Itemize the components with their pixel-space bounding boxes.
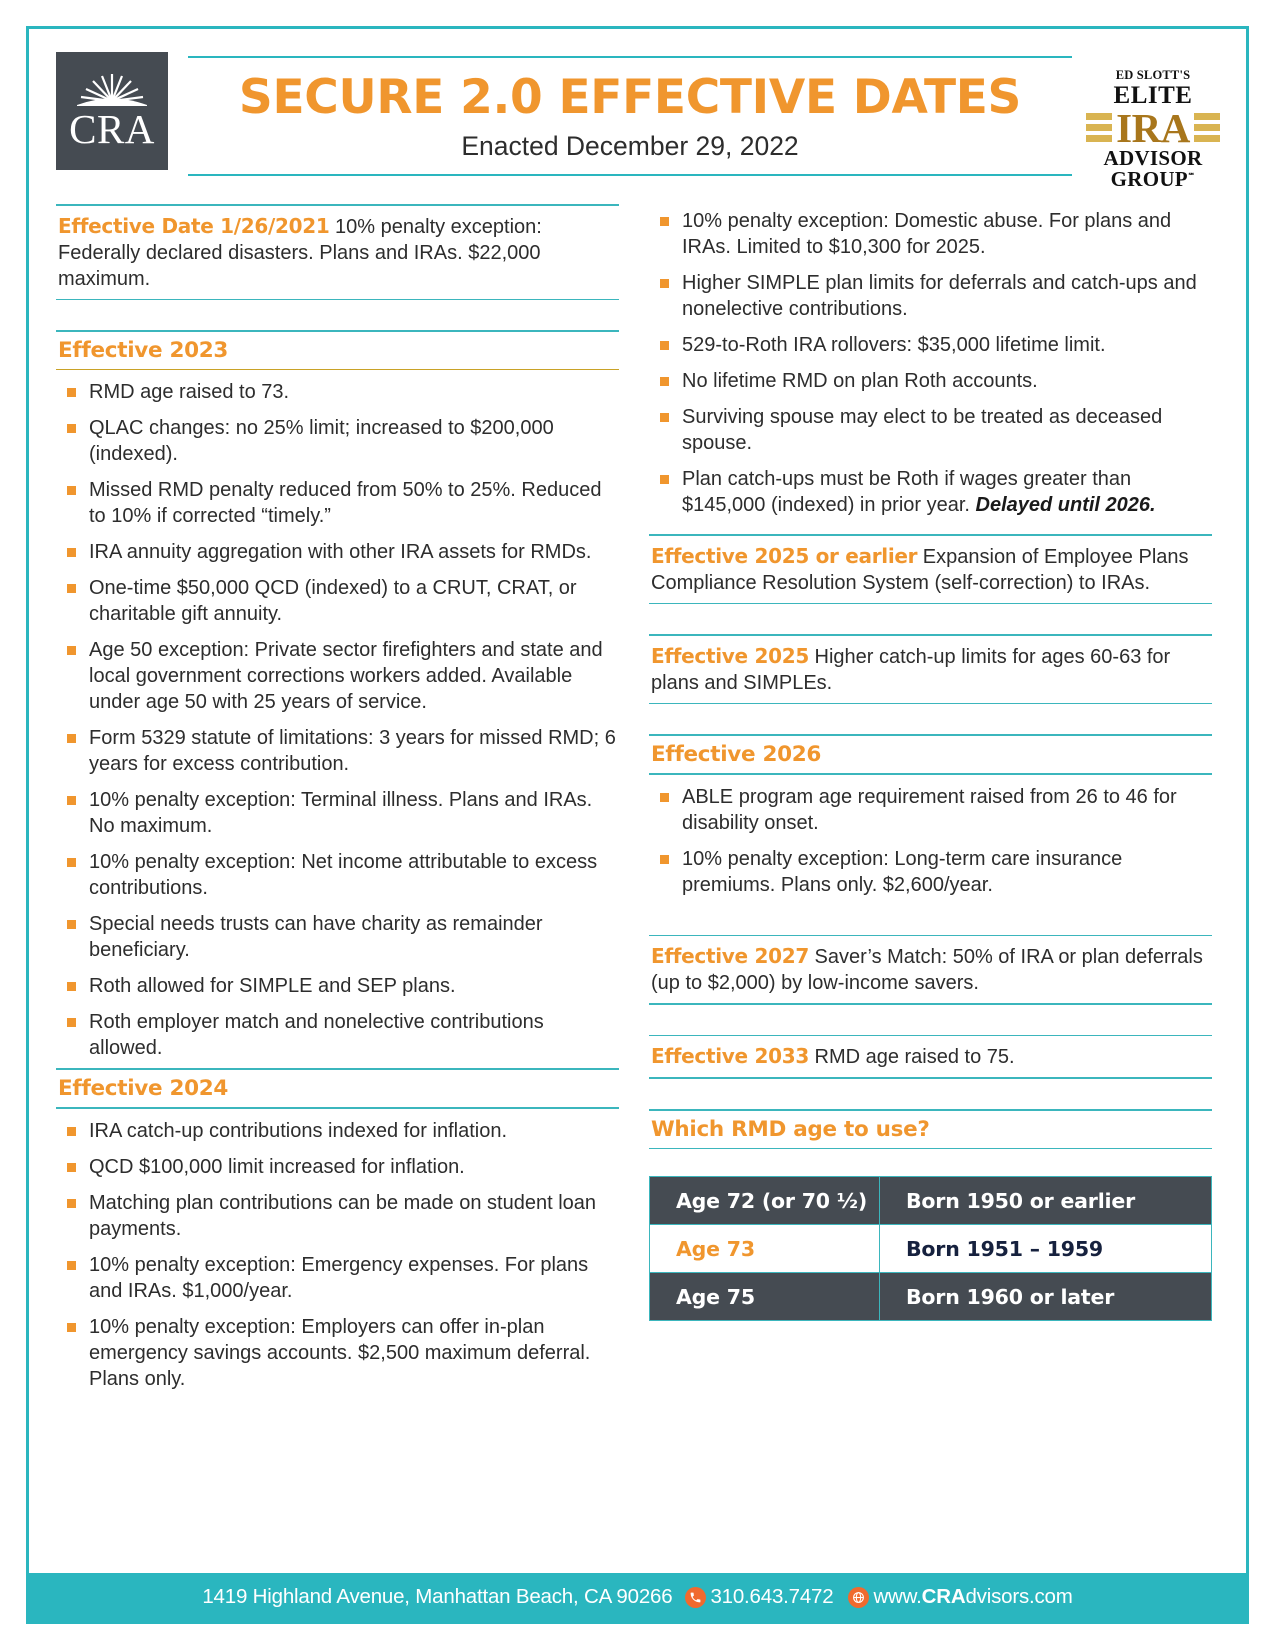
header-title-area bbox=[188, 52, 1072, 176]
block-2033-text: RMD age raised to 75. bbox=[808, 1046, 1015, 1069]
list-2024 bbox=[56, 1109, 619, 1399]
list-item: QLAC changes: no 25% limit; increased to $200,000 (indexed). bbox=[58, 415, 619, 467]
table-row bbox=[650, 1225, 1212, 1273]
block-2033 bbox=[649, 1036, 1212, 1077]
spacer bbox=[649, 604, 1212, 634]
globe-icon bbox=[848, 1587, 869, 1608]
table-row bbox=[650, 1177, 1212, 1225]
spacer bbox=[56, 300, 619, 330]
left-column bbox=[56, 204, 619, 1488]
table-cell-born: Born 1960 or later bbox=[880, 1273, 1212, 1321]
footer-web-prefix: www. bbox=[873, 1585, 922, 1608]
list-item: 10% penalty exception: Employers can offer in-plan emergency savings accounts. $2,500 maximum deferral. Plans only. bbox=[58, 1314, 619, 1392]
ira-bars-left-icon bbox=[1086, 113, 1112, 142]
table-cell-born: Born 1950 or earlier bbox=[880, 1177, 1212, 1225]
list-2024-continued bbox=[649, 204, 1212, 525]
page-subtitle: Enacted December 29, 2022 bbox=[461, 130, 799, 161]
ira-logo-line5-text: GROUP bbox=[1110, 167, 1188, 192]
block-2021-lead: Effective Date 1/26/2021 bbox=[58, 213, 330, 238]
list-item: Roth employer match and nonelective contributions allowed. bbox=[58, 1009, 619, 1061]
list-item-catchup bbox=[651, 466, 1212, 518]
ira-advisor-group-logo bbox=[1090, 52, 1216, 190]
list-item: IRA catch-up contributions indexed for inflation. bbox=[58, 1118, 619, 1144]
footer-phone[interactable]: 310.643.7472 bbox=[710, 1585, 834, 1608]
list-item: Special needs trusts can have charity as remainder beneficiary. bbox=[58, 911, 619, 963]
block-2025-text: Higher catch-up limits for ages 60-63 for plans and SIMPLEs. bbox=[651, 645, 1171, 694]
ira-logo-line4: ADVISOR bbox=[1103, 146, 1203, 171]
list-item: Missed RMD penalty reduced from 50% to 25%. Reduced to 10% if corrected “timely.” bbox=[58, 477, 619, 529]
block-2027-text: Saver’s Match: 50% of IRA or plan deferrals (up to $2,000) by low-income savers. bbox=[651, 946, 1203, 995]
content-columns bbox=[29, 204, 1246, 1488]
section-heading-2026: Effective 2026 bbox=[651, 741, 822, 767]
right-column bbox=[649, 204, 1212, 1488]
header-rule-bottom bbox=[188, 174, 1072, 176]
ira-logo-line3: IRA bbox=[1116, 104, 1190, 151]
rmd-age-table bbox=[649, 1176, 1212, 1321]
list-item: 10% penalty exception: Net income attributable to excess contributions. bbox=[58, 849, 619, 901]
block-2025-lead: Effective 2025 bbox=[651, 643, 809, 668]
footer-web-bold: CRA bbox=[921, 1585, 966, 1608]
ira-logo-line1: ED SLOTT'S bbox=[1115, 68, 1191, 82]
cra-logo bbox=[56, 52, 168, 170]
list-item: Age 50 exception: Private sector firefighters and state and local government corrections workers added. Available under age 50 with 25 years of service. bbox=[58, 637, 619, 715]
spacer bbox=[649, 1005, 1212, 1035]
list-item: QCD $100,000 limit increased for inflation. bbox=[58, 1154, 619, 1180]
block-2027-lead: Effective 2027 bbox=[651, 944, 809, 969]
document-sheet bbox=[26, 26, 1249, 1624]
table-cell-age: Age 75 bbox=[650, 1273, 880, 1321]
page-title: SECURE 2.0 EFFECTIVE DATES bbox=[238, 70, 1022, 125]
block-2025-or-earlier-lead: Effective 2025 or earlier bbox=[651, 543, 918, 568]
ira-logo-line5 bbox=[1090, 169, 1216, 190]
list-item: 10% penalty exception: Terminal illness. Plans and IRAs. No maximum. bbox=[58, 787, 619, 839]
catchup-text: Plan catch-ups must be Roth if wages greater than $145,000 (indexed) in prior year. bbox=[682, 468, 1132, 516]
ira-bars-right-icon bbox=[1194, 113, 1220, 142]
rmd-table-heading: Which RMD age to use? bbox=[651, 1116, 930, 1142]
document-header bbox=[29, 29, 1246, 204]
list-item: 10% penalty exception: Emergency expenses. For plans and IRAs. $1,000/year. bbox=[58, 1252, 619, 1304]
section-heading-2024: Effective 2024 bbox=[58, 1075, 229, 1101]
block-2021 bbox=[56, 206, 619, 299]
list-item: RMD age raised to 73. bbox=[58, 379, 619, 405]
footer-content bbox=[202, 1585, 1072, 1609]
ira-logo-line2: ELITE bbox=[1113, 81, 1193, 109]
list-item: One-time $50,000 QCD (indexed) to a CRUT, CRAT, or charitable gift annuity. bbox=[58, 575, 619, 627]
divider bbox=[649, 1148, 1212, 1150]
block-2025-or-earlier-text: Expansion of Employee Plans Compliance Resolution System (self-correction) to IRAs. bbox=[651, 545, 1189, 594]
block-2033-lead: Effective 2033 bbox=[651, 1044, 809, 1069]
block-2025-or-earlier bbox=[649, 536, 1212, 603]
block-2021-text: 10% penalty exception: Federally declared disasters. Plans and IRAs. $22,000 maximum. bbox=[58, 215, 542, 290]
cra-logo-text: CRA bbox=[69, 106, 155, 152]
footer-address: 1419 Highland Avenue, Manhattan Beach, CA 90266 bbox=[202, 1585, 673, 1608]
list-item: Higher SIMPLE plan limits for deferrals and catch-ups and nonelective contributions. bbox=[651, 270, 1212, 322]
list-item: No lifetime RMD on plan Roth accounts. bbox=[651, 368, 1212, 394]
list-item: ABLE program age requirement raised from 26 to 46 for disability onset. bbox=[651, 784, 1212, 836]
table-cell-age: Age 72 (or 70 ½) bbox=[650, 1177, 880, 1225]
catchup-emphasis: Delayed until 2026. bbox=[975, 494, 1156, 516]
list-2026 bbox=[649, 775, 1212, 905]
footer-bar bbox=[29, 1573, 1246, 1621]
phone-icon bbox=[685, 1587, 706, 1608]
spacer bbox=[649, 525, 1212, 534]
footer-web-suffix: dvisors.com bbox=[965, 1585, 1073, 1608]
footer-website[interactable] bbox=[873, 1585, 1072, 1609]
list-2023 bbox=[56, 370, 619, 1068]
ira-logo-mid bbox=[1090, 104, 1216, 151]
spacer bbox=[649, 905, 1212, 935]
list-item: 10% penalty exception: Domestic abuse. For plans and IRAs. Limited to $10,300 for 2025. bbox=[651, 208, 1212, 260]
header-rule-top bbox=[188, 56, 1072, 58]
list-item: 529-to-Roth IRA rollovers: $35,000 lifetime limit. bbox=[651, 332, 1212, 358]
list-item: Roth allowed for SIMPLE and SEP plans. bbox=[58, 973, 619, 999]
spacer bbox=[649, 704, 1212, 734]
trademark-icon: ℠ bbox=[1187, 172, 1196, 181]
spacer bbox=[649, 1079, 1212, 1109]
list-item: Matching plan contributions can be made on student loan payments. bbox=[58, 1190, 619, 1242]
sunrise-icon bbox=[75, 72, 149, 106]
table-row bbox=[650, 1273, 1212, 1321]
table-cell-age: Age 73 bbox=[650, 1225, 880, 1273]
block-2027 bbox=[649, 936, 1212, 1003]
list-item: 10% penalty exception: Long-term care insurance premiums. Plans only. $2,600/year. bbox=[651, 846, 1212, 898]
list-item: Form 5329 statute of limitations: 3 years for missed RMD; 6 years for excess contribution. bbox=[58, 725, 619, 777]
list-item: IRA annuity aggregation with other IRA assets for RMDs. bbox=[58, 539, 619, 565]
section-heading-2023: Effective 2023 bbox=[58, 337, 229, 363]
list-item: Surviving spouse may elect to be treated as deceased spouse. bbox=[651, 404, 1212, 456]
block-2025 bbox=[649, 636, 1212, 703]
table-cell-born: Born 1951 – 1959 bbox=[880, 1225, 1212, 1273]
